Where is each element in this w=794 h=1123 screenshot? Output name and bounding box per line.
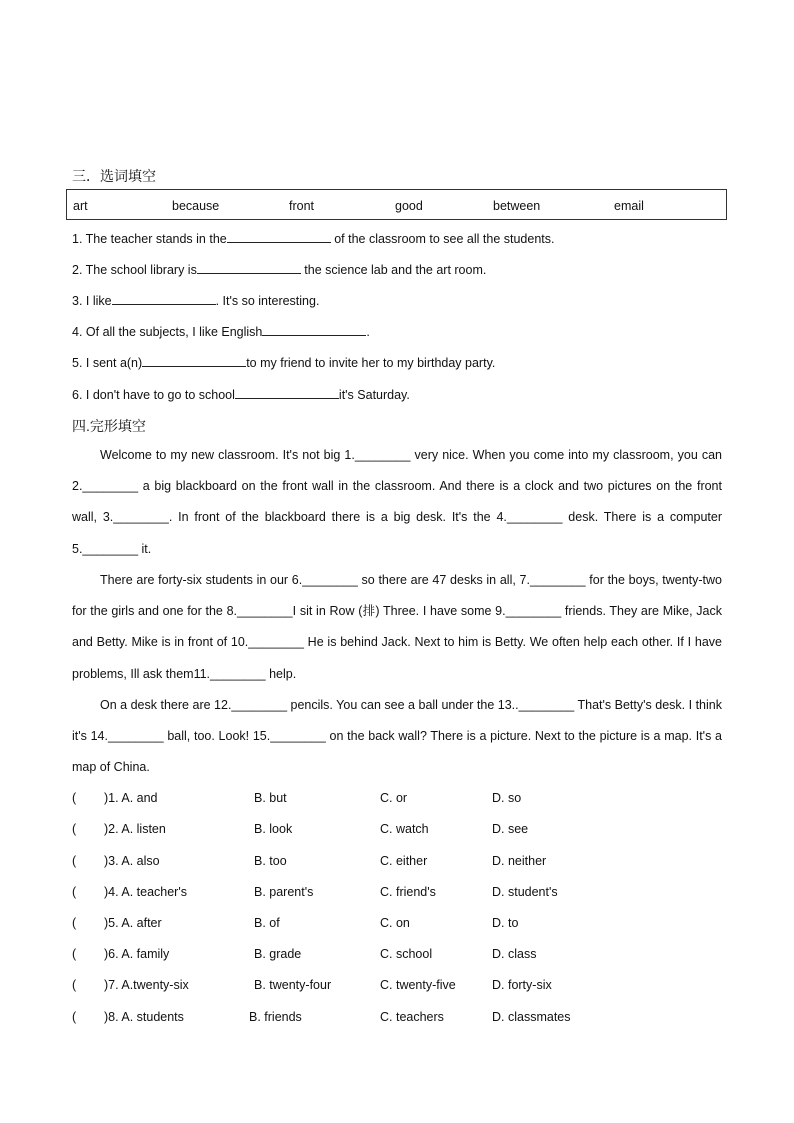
option-row [72, 916, 732, 934]
option-a: )8. A. students [104, 1010, 184, 1024]
answer-blank[interactable] [142, 354, 246, 367]
cloze-paragraph-3: On a desk there are 12.________ pencils. You can see a ball under the 13..________ That's Betty's desk. I think it's 14.________ ball, too. Look! 15.________ on the back wall? There is a picture. Next to the picture is a map. It's a map of China. [72, 698, 722, 775]
answer-paren[interactable]: ( [72, 947, 77, 961]
option-d: D. to [492, 916, 519, 930]
option-row [72, 885, 732, 903]
question-2: 2. The school library is the science lab and the art room. [72, 263, 487, 277]
option-b: B. friends [249, 1010, 302, 1024]
answer-blank[interactable] [112, 292, 216, 305]
option-c: C. either [380, 854, 428, 868]
option-d: D. forty-six [492, 978, 552, 992]
option-row [72, 854, 732, 872]
word-bank-item: art [73, 199, 88, 213]
section-3-title: 三．选词填空 [72, 168, 156, 184]
answer-blank[interactable] [262, 323, 366, 336]
option-a: )4. A. teacher's [104, 885, 187, 899]
question-4: 4. Of all the subjects, I like English . [72, 325, 370, 339]
option-b: B. look [254, 822, 293, 836]
section-4-title: 四.完形填空 [72, 418, 146, 434]
option-c: C. or [380, 791, 408, 805]
answer-blank[interactable] [227, 230, 331, 243]
answer-paren[interactable]: ( [72, 885, 77, 899]
answer-paren[interactable]: ( [72, 1010, 77, 1024]
option-row [72, 822, 732, 840]
option-d: D. class [492, 947, 537, 961]
question-6: 6. I don't have to go to school it's Saturday. [72, 388, 410, 402]
question-1: 1. The teacher stands in the of the classroom to see all the students. [72, 232, 555, 246]
option-row [72, 978, 732, 996]
word-bank [66, 189, 727, 220]
option-d: D. classmates [492, 1010, 571, 1024]
answer-paren[interactable]: ( [72, 978, 77, 992]
option-c: C. school [380, 947, 433, 961]
option-a: )1. A. and [104, 791, 158, 805]
option-c: C. friend's [380, 885, 436, 899]
answer-paren[interactable]: ( [72, 854, 77, 868]
option-row [72, 947, 732, 965]
word-bank-item: email [614, 199, 644, 213]
option-a: )2. A. listen [104, 822, 166, 836]
option-row [72, 791, 732, 809]
option-d: D. student's [492, 885, 558, 899]
word-bank-item: front [289, 199, 315, 213]
option-b: B. twenty-four [254, 978, 332, 992]
word-bank-item: because [172, 199, 220, 213]
option-a: )3. A. also [104, 854, 160, 868]
option-a: )7. A.twenty-six [104, 978, 189, 992]
option-a: )6. A. family [104, 947, 170, 961]
cloze-paragraph-1: Welcome to my new classroom. It's not big 1.________ very nice. When you come into my classroom, you can 2.________ a big blackboard on the front wall in the classroom. And there is a clock and two pictures on the front wall, 3.________. In front of the blackboard there is a big desk. It's the 4.________ desk. There is a computer 5.________ it. [72, 448, 722, 556]
answer-paren[interactable]: ( [72, 791, 77, 805]
option-b: B. grade [254, 947, 302, 961]
word-bank-item: good [395, 199, 423, 213]
option-d: D. see [492, 822, 529, 836]
option-b: B. parent's [254, 885, 314, 899]
question-5: 5. I sent a(n) to my friend to invite her to my birthday party. [72, 356, 496, 370]
option-b: B. of [254, 916, 280, 930]
answer-paren[interactable]: ( [72, 916, 77, 930]
option-b: B. too [254, 854, 287, 868]
word-bank-item: between [493, 199, 541, 213]
question-3: 3. I like . It's so interesting. [72, 294, 320, 308]
answer-paren[interactable]: ( [72, 822, 77, 836]
option-c: C. teachers [380, 1010, 444, 1024]
answer-blank[interactable] [235, 386, 339, 399]
option-row [72, 1010, 732, 1028]
answer-blank[interactable] [197, 261, 301, 274]
option-d: D. neither [492, 854, 547, 868]
option-b: B. but [254, 791, 287, 805]
option-d: D. so [492, 791, 522, 805]
option-a: )5. A. after [104, 916, 162, 930]
option-c: C. on [380, 916, 410, 930]
option-c: C. watch [380, 822, 429, 836]
option-c: C. twenty-five [380, 978, 456, 992]
cloze-paragraph-2: There are forty-six students in our 6.________ so there are 47 desks in all, 7.________ for the boys, twenty-two for the girls and one for the 8.________I sit in Row (排) Three. I have some 9.________ friends. They are Mike, Jack and Betty. Mike is in front of 10.________ He is behind Jack. Next to him is Betty. We often help each other. If I have problems, Ill ask them11.________ help. [72, 573, 722, 681]
